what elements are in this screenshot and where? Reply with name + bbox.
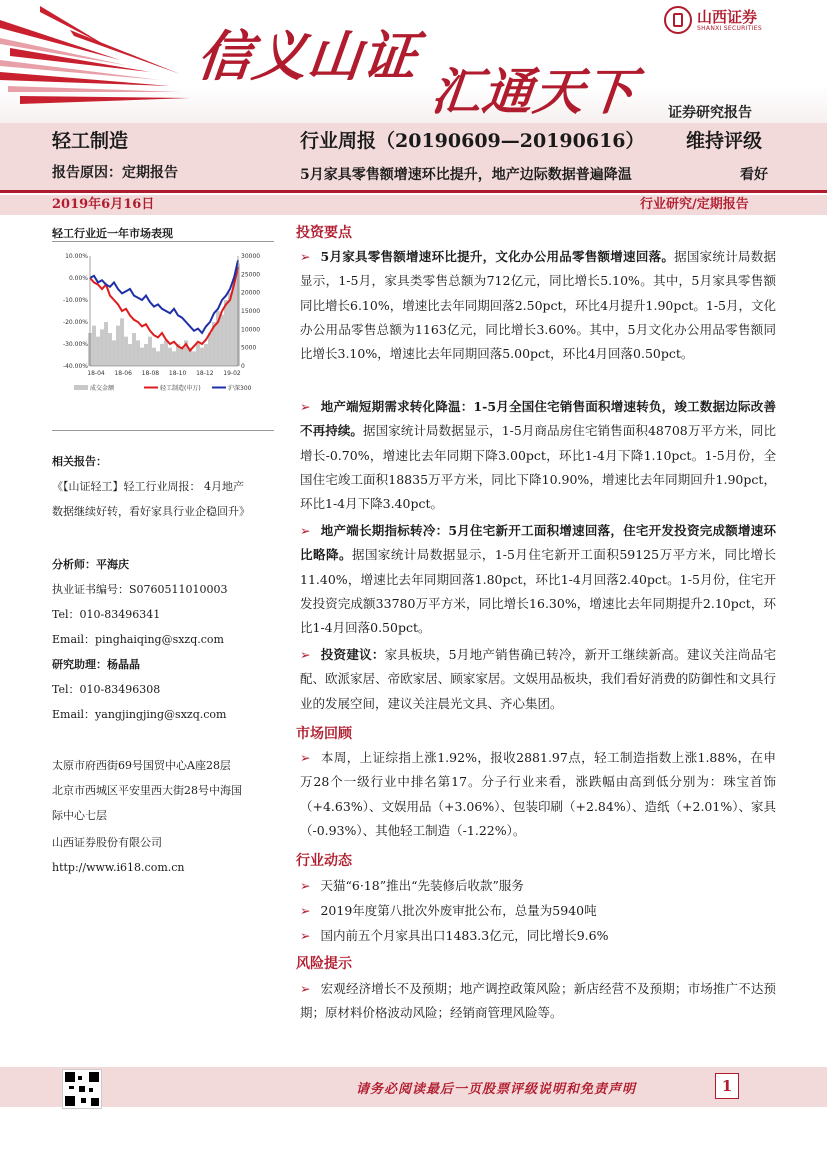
report-category: 行业研究/定期报告 <box>640 197 749 212</box>
x-tick-label: 18-08 <box>141 370 160 377</box>
point-text: 据国家统计局数据显示，1-5月住宅新开工面积59125万平方米，同比增长11.40%，增速比去年同期回落1.80pct，环比1-4月回落2.40pct。1-5月份，住宅开发投资完成额33780万平方米，同比增长16.30%，增速比去年同期提升2.10pct，环比1-4月回落0.50pct。 <box>300 547 776 636</box>
point-bold: 5月家具零售额增速环比提升，文化办公用品零售额增速回落。 <box>320 249 675 264</box>
address-beijing-line2: 际中心七层 <box>52 809 107 822</box>
bullet-arrow-icon: ➢ <box>300 878 311 893</box>
bullet-arrow-icon: ➢ <box>300 399 311 414</box>
company-logo-name: 山西证券 <box>697 8 758 26</box>
volume-bar <box>140 348 144 366</box>
x-tick-label: 18-04 <box>87 370 105 377</box>
x-tick-label: 18-12 <box>196 370 214 377</box>
y-right-tick-label: 10000 <box>241 326 261 334</box>
section-risk-title: 风险提示 <box>296 956 352 972</box>
legend-label: 沪深300 <box>228 385 252 392</box>
section-news-title: 行业动态 <box>296 853 352 869</box>
point-text: 本周，上证综指上涨1.92%，报收2881.97点，轻工制造指数上涨1.88%，在申万28个一级行业中排名第17。分子行业来看，涨跌幅由高到低分别为：珠宝首饰（+4.63%）、文娱用品（+3.06%）、包装印刷（+2.84%）、造纸（+2.01%）、家具（-0.93%）、其他轻工制造（-1.22%）。 <box>300 750 776 838</box>
point-text: 据国家统计局数据显示，1-5月，家具类零售总额为712亿元，同比增长5.10%。其中，5月家具零售额同比增长6.10%，增速比去年同期回落2.50pct，环比4月提升1.90pct。1-5月，文化办公用品零售总额为1163亿元，同比增长3.60%。其中，5月文化办公用品零售额同比增长3.10%，增速比去年同期回落5.00pct，环比4月回落0.50pct。 <box>300 249 777 362</box>
volume-bar <box>180 348 184 366</box>
volume-bar <box>144 344 148 366</box>
volume-bar <box>132 333 136 366</box>
rating-value: 看好 <box>740 167 768 183</box>
y-left-tick-label: -40.00% <box>62 363 88 370</box>
point-property-starts <box>300 519 776 640</box>
bullet-arrow-icon: ➢ <box>300 903 311 918</box>
market-performance-chart <box>52 244 274 428</box>
report-reason: 报告原因：定期报告 <box>52 165 178 181</box>
point-property-sales <box>300 395 776 516</box>
bullet-arrow-icon: ➢ <box>300 981 311 996</box>
y-left-tick-label: -30.00% <box>62 341 88 348</box>
volume-bar <box>220 315 224 366</box>
chart-title: 轻工行业近一年市场表现 <box>52 227 173 240</box>
volume-bar <box>208 333 212 366</box>
analyst-tel: Tel：010-83496341 <box>52 608 161 621</box>
x-tick-label: 19-02 <box>223 370 241 377</box>
volume-bar <box>156 351 160 366</box>
legend-swatch <box>74 385 88 390</box>
y-left-tick-label: -10.00% <box>62 297 88 304</box>
chart-divider-top <box>52 241 274 242</box>
volume-bar <box>204 344 208 366</box>
report-type: 证券研究报告 <box>668 105 752 121</box>
bullet-arrow-icon: ➢ <box>300 750 311 765</box>
volume-bar <box>196 344 200 366</box>
volume-bar <box>228 293 232 366</box>
weekly-title: 行业周报（20190609—20190616） <box>300 130 645 152</box>
volume-bar <box>120 318 124 366</box>
y-left-tick-label: 10.00% <box>65 253 88 260</box>
address-taiyuan: 太原市府西街69号国贸中心A座28层 <box>52 759 231 772</box>
company-website[interactable]: http://www.i618.com.cn <box>52 861 185 874</box>
x-tick-label: 18-10 <box>168 370 187 377</box>
bullet-arrow-icon: ➢ <box>300 523 311 538</box>
assistant-name: 研究助理：杨晶晶 <box>52 658 140 671</box>
volume-bar <box>148 337 152 366</box>
point-text: 宏观经济增长不及预期；地产调控政策风险；新店经营不及预期；市场推广不达预期；原材料价格波动风险；经销商管理风险等。 <box>300 981 776 1021</box>
assistant-tel: Tel：010-83496308 <box>52 683 161 696</box>
bullet-arrow-icon: ➢ <box>300 928 311 943</box>
y-right-tick-label: 0 <box>241 363 245 370</box>
volume-bar <box>164 340 168 366</box>
news-item: ➢ 2019年度第八批次外废审批公布，总量为5940吨 <box>300 903 597 918</box>
point-bold: 投资建议： <box>320 647 385 662</box>
company-logo-en: SHANXI SECURITIES <box>697 25 762 32</box>
y-right-tick-label: 20000 <box>241 289 261 297</box>
volume-bar <box>128 344 132 366</box>
analyst-license: 执业证书编号：S0760511010003 <box>52 583 228 596</box>
volume-bar <box>92 326 96 366</box>
y-right-tick-label: 30000 <box>241 253 261 260</box>
point-text: 家具板块，5月地产销售确已转冷，新开工继续新高。建议关注尚品宅配、欧派家居、帝欧家居、顾家家居。文娱用品板块，我们看好消费的防御性和文具行业的发展空间，建议关注晨光文具、齐心集团。 <box>300 647 776 711</box>
bullet-arrow-icon: ➢ <box>300 249 311 264</box>
volume-bar <box>192 351 196 366</box>
volume-bar <box>172 351 176 366</box>
decorative-arrows-graphic <box>0 0 230 123</box>
point-bold: 地产端长期指标转冷：5月住宅新开工面积增速回落，住宅开发投资完成额增速环比略降。 <box>300 523 776 563</box>
analyst-email[interactable]: Email：pinghaiqing@sxzq.com <box>52 633 224 646</box>
analyst-name: 分析师：平海庆 <box>52 558 129 571</box>
volume-bar <box>104 322 108 366</box>
bullet-arrow-icon: ➢ <box>300 647 311 662</box>
assistant-email[interactable]: Email：yangjingjing@sxzq.com <box>52 708 227 721</box>
market-review-text <box>300 746 776 843</box>
qr-code-icon[interactable] <box>62 1069 102 1109</box>
related-report-line2[interactable]: 数据继续好转，看好家具行业企稳回升》 <box>52 505 250 518</box>
section-market-title: 市场回顾 <box>296 726 352 742</box>
y-right-tick-label: 5000 <box>241 344 257 352</box>
volume-bar <box>200 348 204 366</box>
volume-bar <box>160 344 164 366</box>
point-furniture-retail <box>300 245 776 366</box>
volume-bar <box>224 300 228 366</box>
point-bold: 地产端短期需求转化降温：1-5月全国住宅销售面积增速转负，竣工数据边际改善不再持续。 <box>300 399 776 439</box>
news-item: ➢ 天猫“6·18”推出“先装修后收款”服务 <box>300 878 524 893</box>
volume-bar <box>100 329 104 366</box>
volume-bar <box>152 348 156 366</box>
y-left-tick-label: -20.00% <box>62 319 88 326</box>
volume-bar <box>124 337 128 366</box>
volume-bar <box>136 340 140 366</box>
point-investment-advice <box>300 643 776 716</box>
header-divider <box>0 190 827 193</box>
industry-name: 轻工制造 <box>52 130 129 152</box>
report-date: 2019年6月16日 <box>52 197 155 212</box>
news-item: ➢ 国内前五个月家具出口1483.3亿元，同比增长9.6% <box>300 928 609 943</box>
company-name: 山西证券股份有限公司 <box>52 836 162 849</box>
related-report-line1[interactable]: 《【山证轻工】轻工行业周报： 4月地产 <box>52 480 244 493</box>
y-right-tick-label: 25000 <box>241 271 261 279</box>
slogan-part2: 汇通天下 <box>428 62 639 121</box>
slogan-part1: 信义山证 <box>194 24 421 88</box>
risk-text <box>300 977 776 1026</box>
volume-bar <box>116 326 120 366</box>
volume-bar <box>96 337 100 366</box>
section-investment-title: 投资要点 <box>296 225 352 241</box>
volume-bar <box>168 348 172 366</box>
point-text: 据国家统计局数据显示，1-5月商品房住宅销售面积48708万平方米，同比增长-0.70%，增速比去年同期下降3.00pct，环比1-4月下降1.10pct。1-5月份，全国住宅竣工面积18835万平方米，同比下降10.90%，增速比去年同期回升1.90pct，环比1-4月下降3.40pct。 <box>300 423 776 512</box>
chart-divider-bottom <box>52 430 274 431</box>
y-left-tick-label: 0.00% <box>68 275 88 282</box>
rating-label: 维持评级 <box>686 130 763 152</box>
legend-label: 成交金额 <box>90 385 115 392</box>
legend-label: 轻工制造(申万) <box>160 385 201 392</box>
y-right-tick-label: 15000 <box>241 308 261 315</box>
volume-bar <box>112 340 116 366</box>
headline: 5月家具零售额增速环比提升，地产边际数据普遍降温 <box>300 167 632 183</box>
header-banner <box>0 0 827 123</box>
x-tick-label: 18-06 <box>114 370 132 377</box>
footer-disclaimer: 请务必阅读最后一页股票评级说明和免责声明 <box>356 1082 637 1097</box>
related-reports-title: 相关报告： <box>52 455 107 468</box>
volume-bar <box>108 333 112 366</box>
company-logo-icon <box>664 6 692 34</box>
address-beijing-line1: 北京市西城区平安里西大街28号中海国 <box>52 784 242 797</box>
page-number: 1 <box>715 1073 739 1099</box>
